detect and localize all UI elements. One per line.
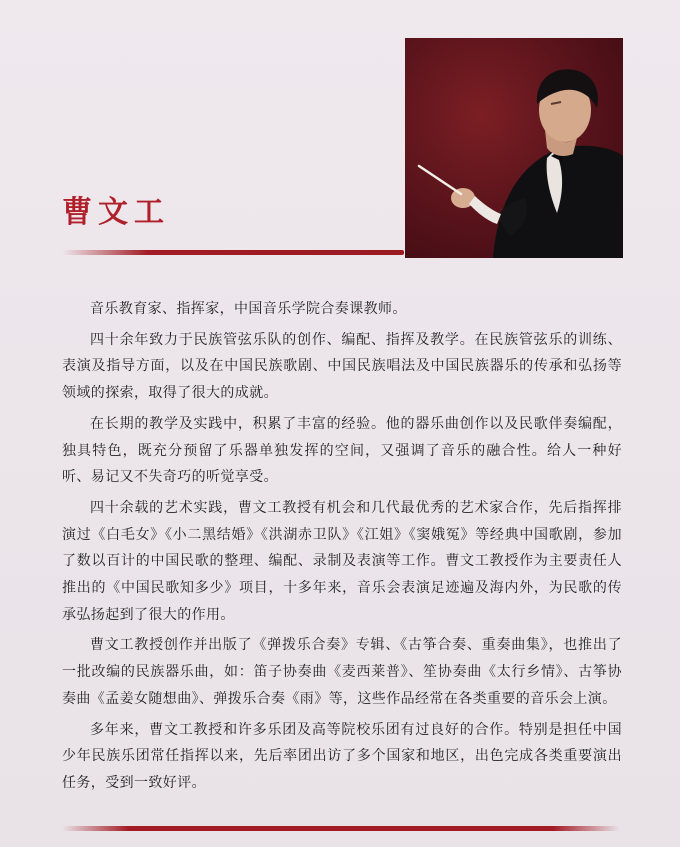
biography-paragraph: 音乐教育家、指挥家，中国音乐学院合奏课教师。	[90, 301, 407, 317]
biography-paragraph: 曹文工教授创作并出版了《弹拨乐合奏》专辑、《古筝合奏、重奏曲集》，也推出了一批改编的民族器乐曲，如：笛子协奏曲《麦西莱普》、笙协奏曲《太行乡情》、古筝协奏曲《孟姜女随想曲》、弹拨乐合奏《雨》等，这些作品经常在各类重要的音乐会上演。	[62, 637, 622, 707]
footer-divider	[62, 826, 620, 831]
biography-text	[62, 296, 622, 801]
page-title: 曹文工	[62, 195, 170, 230]
conductor-photo-illustration	[405, 38, 623, 258]
biography-paragraph: 四十余年致力于民族管弦乐队的创作、编配、指挥及教学。在民族管弦乐的训练、表演及指导方面，以及在中国民族歌剧、中国民族唱法及中国民族器乐的传承和弘扬等领域的探索，取得了很大的成就。	[62, 331, 622, 402]
conductor-portrait	[405, 38, 623, 258]
title-divider	[62, 250, 404, 255]
biography-paragraph: 在长期的教学及实践中，积累了丰富的经验。他的器乐曲创作以及民歌伴奏编配，独具特色，既充分预留了乐器单独发挥的空间，又强调了音乐的融合性。给人一种好听、易记又不失奇巧的听觉享受。	[62, 415, 622, 486]
biography-paragraph: 多年来，曹文工教授和许多乐团及高等院校乐团有过良好的合作。特别是担任中国少年民族乐团常任指挥以来，先后率团出访了多个国家和地区，出色完成各类重要演出任务，受到一致好评。	[62, 721, 622, 791]
biography-paragraph: 四十余载的艺术实践，曹文工教授有机会和几代最优秀的艺术家合作，先后指挥排演过《白毛女》《小二黑结婚》《洪湖赤卫队》《江姐》《窦娥冤》等经典中国歌剧，参加了数以百计的中国民歌的整理、编配、录制及表演等工作。曹文工教授作为主要责任人推出的《中国民歌知多少》项目，十多年来，音乐会表演足迹遍及海内外，为民歌的传承弘扬起到了很大的作用。	[62, 499, 622, 623]
